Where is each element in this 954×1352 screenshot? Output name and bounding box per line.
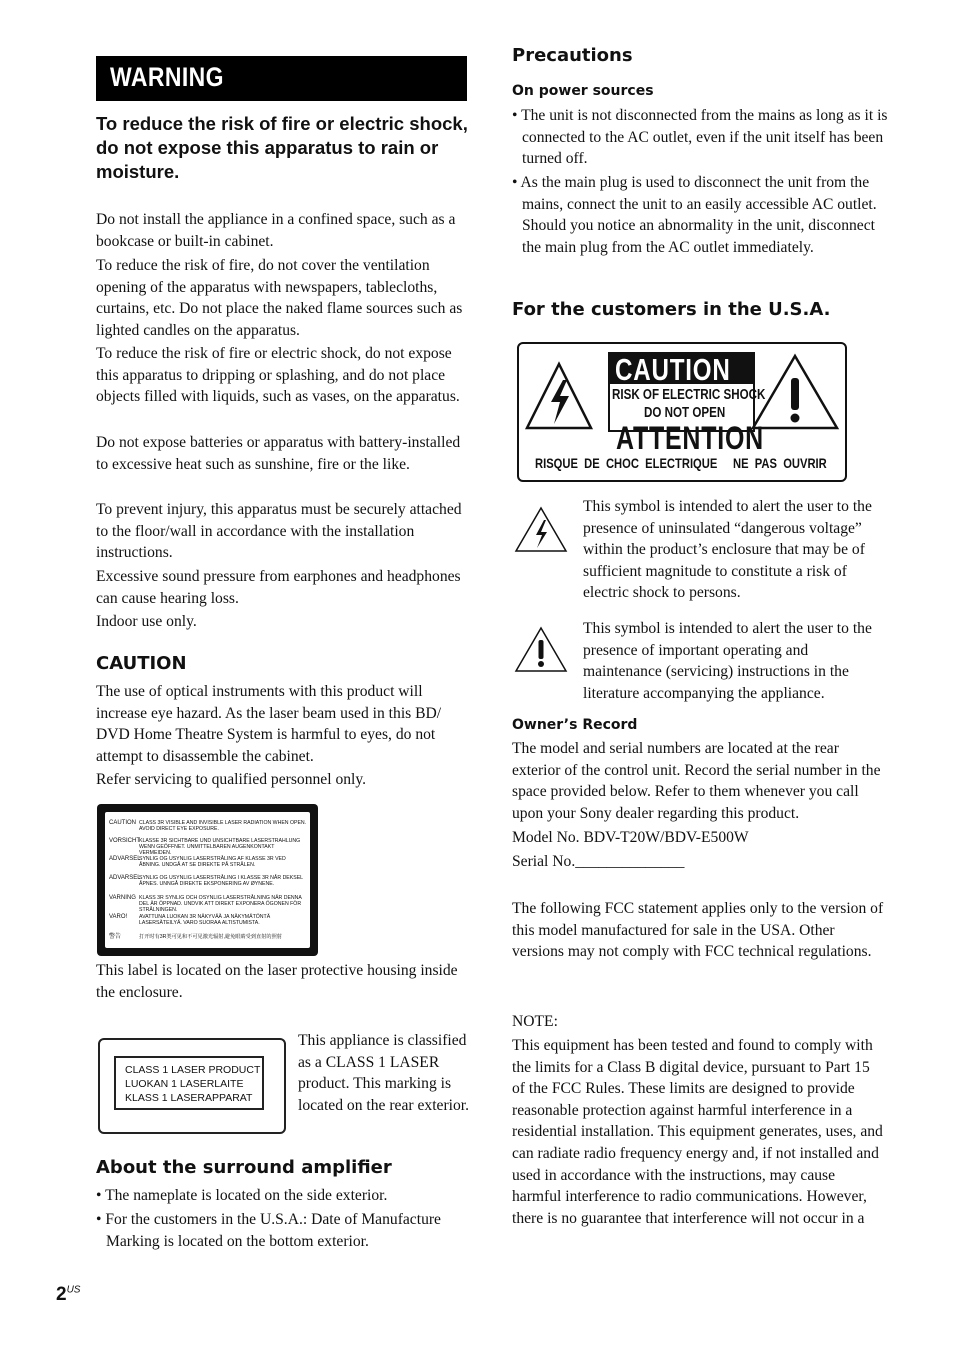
usa-heading: For the customers in the U.S.A. — [512, 299, 831, 320]
class1-text: This appliance is classified as a CLASS 1 LASER product. This marking is located on the rear exterior. — [298, 1032, 470, 1114]
laser-label-value: CLASS 3R VISIBLE AND INVISIBLE LASER RADIATION WHEN OPEN. AVOID DIRECT EYE EXPOSURE. — [139, 820, 307, 833]
power-bullet: • As the main plug is used to disconnect the unit from the mains, connect the unit to an easily accessible AC outlet. Should you notice an abnormality in the unit, disconnect the main plug from the AC outlet immediately. — [512, 174, 877, 256]
laser-label-value: KLASSE 3R SICHTBARE UND UNSICHTBARE LASERSTRAHLUNG WENN GEÖFFNET. UNMITTELBAREN AUGENKONTAKT VERMEIDEN. — [139, 838, 301, 857]
laser-label-value: AVATTUNA LUOKAN 3R NÄKYVÄÄ JA NÄKYMÄTÖNTÄ LASERSÄTEILYÄ. VARO SUORAA ALTISTUMISTA. — [139, 914, 271, 927]
laser-warning-label — [97, 804, 318, 956]
label-risque-choc: RISQUE DE CHOC ELECTRIQUE — [535, 455, 718, 471]
laser-label-note: This label is located on the laser protective housing inside the enclosure. — [96, 962, 458, 1001]
note-text: This equipment has been tested and found to comply with the limits for a Class B digital device, pursuant to Part 15 of the FCC Rules. These limits are designed to provide reasonable protection against harmful interference in a residential installation. This equipment generates, uses, and can radiate radio frequency energy and, if not installed and used in accordance with the instructions, may cause harmful interference to radio communications. However, there is no guarantee that interference will not occur in a — [512, 1037, 883, 1227]
class1-line: CLASS 1 LASER PRODUCT — [125, 1064, 261, 1076]
warning-title-bar — [96, 56, 467, 101]
caution-text: The use of optical instruments with this product will increase eye hazard. As the laser beam used in this BD/ DVD Home Theatre System is harmful to eyes, do not attempt to disassemble the cabinet. — [96, 683, 442, 765]
power-bullet: • The unit is not disconnected from the mains as long as it is connected to the AC outlet, even if the unit itself has been turned off. — [512, 107, 888, 168]
caution-heading: CAUTION — [96, 653, 187, 674]
label-ne-pas-ouvrir: NE PAS OUVRIR — [733, 455, 827, 471]
warning-lead: To reduce the risk of fire or electric shock, do not expose this apparatus to rain or moisture. — [96, 113, 468, 182]
label-caution-word: CAUTION — [615, 352, 731, 387]
surround-bullet: • For the customers in the U.S.A.: Date of Manufacture Marking is located on the bottom exterior. — [96, 1211, 441, 1250]
symbol2-text: This symbol is intended to alert the user to the presence of important operating and maintenance (servicing) instructions in the literature accompanying the appliance. — [583, 620, 872, 702]
serial-number: Serial No.______________ — [512, 853, 685, 870]
power-sources-heading: On power sources — [512, 83, 654, 99]
class1-laser-label — [98, 1038, 286, 1134]
owners-record-heading: Owner’s Record — [512, 717, 638, 733]
para-indoor: Indoor use only. — [96, 613, 197, 630]
surround-heading: About the surround amplifier — [96, 1157, 392, 1178]
label-risk-shock: RISK OF ELECTRIC SHOCK — [612, 387, 766, 403]
laser-label-key: CAUTION — [109, 820, 136, 826]
laser-label-value: SYNLIG OG USYNLIG LASERSTRÅLING AF KLASSE 3R VED ÅBNING. UNDGÅ AT SE DIREKTE PÅ STRÅLEN. — [139, 856, 286, 869]
precautions-heading: Precautions — [512, 45, 633, 66]
laser-label-key: ADVARSEL — [109, 875, 141, 881]
class1-line: KLASS 1 LASERAPPARAT — [125, 1092, 253, 1104]
caution-shock-label — [517, 342, 847, 482]
label-do-not-open: DO NOT OPEN — [644, 405, 726, 421]
owners-record-text: The model and serial numbers are located at the rear exterior of the control unit. Record the serial number in the space provided below. Refer to them whenever you call upon your Sony dealer regarding this product. — [512, 740, 881, 822]
para-confined-space: Do not install the appliance in a confined space, such as a bookcase or built-in cabinet. — [96, 211, 456, 250]
symbol1-text: This symbol is intended to alert the user to the presence of uninsulated “dangerous voltage” within the product’s enclosure that may be of sufficient magnitude to constitute a risk of electric shock to persons. — [583, 498, 872, 602]
page-number-value: 2 — [56, 1284, 67, 1305]
lightning-warning-icon — [514, 505, 568, 553]
note-label: NOTE: — [512, 1013, 558, 1030]
model-number: Model No. BDV-T20W/BDV-E500W — [512, 829, 749, 846]
laser-label-key: 警告 — [109, 934, 122, 940]
laser-label-value: SYNLIG OG USYNLIG LASERSTRÅLING I KLASSE 3R NÅR DEKSEL ÅPNES. UNNGÅ DIREKTE EKSPONERING AV ØYNENE. — [139, 875, 303, 888]
para-ventilation: To reduce the risk of fire, do not cover the ventilation opening of the apparatus with newspapers, tablecloths, curtains, etc. Do not place the naked flame sources such as lighted candles on the apparatus. — [96, 257, 463, 339]
para-injury: To prevent injury, this apparatus must be securely attached to the floor/wall in accordance with the installation instructions. — [96, 501, 462, 562]
laser-label-key: ADVARSEL — [109, 856, 141, 862]
exclamation-warning-icon — [514, 625, 568, 673]
laser-label-value: 打开时有3R类可见和不可见激光辐射,避免眼睛受到直射的照射 — [139, 934, 282, 940]
warning-title: WARNING — [110, 62, 224, 92]
para-sound: Excessive sound pressure from earphones and headphones can cause hearing loss. — [96, 568, 461, 607]
label-attention-word: ATTENTION — [616, 420, 764, 456]
laser-label-key: VORSICHT — [109, 838, 141, 844]
surround-bullet: • The nameplate is located on the side exterior. — [96, 1187, 388, 1204]
laser-label-value: KLASS 3R SYNLIG OCH OSYNLIG LASERSTRÅLNING NÄR DENNA DEL ÄR ÖPPNAD. UNDVIK ATT DIREKT EXPONERA ÖGONEN FÖR STRÅLNINGEN. — [139, 895, 302, 914]
class1-line: LUOKAN 1 LASERLAITE — [125, 1078, 244, 1090]
page-number — [56, 1284, 80, 1306]
caution-text-servicing: Refer servicing to qualified personnel only. — [96, 771, 367, 788]
para-batteries: Do not expose batteries or apparatus with battery-installed to excessive heat such as sunshine, fire or the like. — [96, 434, 461, 473]
laser-label-key: VARNING — [109, 895, 136, 901]
page-number-suffix: US — [66, 1284, 81, 1296]
fcc-statement: The following FCC statement applies only to the version of this model manufactured for sale in the USA. Other versions may not comply with FCC technical regulations. — [512, 900, 884, 961]
laser-label-key: VARO! — [109, 914, 128, 920]
para-dripping: To reduce the risk of fire or electric shock, do not expose this apparatus to dripping or splashing, and do not place objects filled with liquids, such as vases, on the apparatus. — [96, 345, 460, 406]
